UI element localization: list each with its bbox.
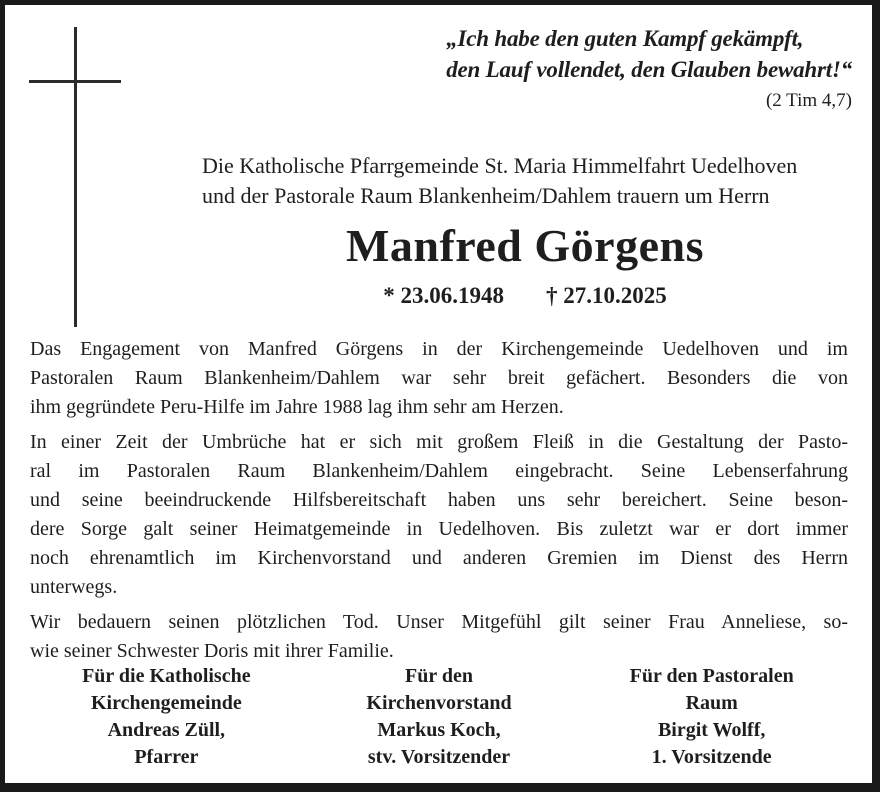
text-line: Wir bedauern seinen plötzlichen Tod. Unser Mitgefühl gilt seiner Frau Anneliese, so-: [30, 611, 848, 633]
signature-line: Für den Pastoralen: [629, 665, 794, 687]
signature-column-pastoraler-raum: [575, 663, 848, 771]
obituary-body: [30, 335, 848, 672]
signature-line: Raum: [685, 692, 738, 714]
life-dates: [195, 281, 855, 311]
scripture-quote: [446, 23, 852, 112]
intro-line: Die Katholische Pfarrgemeinde St. Maria Himmelfahrt Uedelhoven: [202, 153, 798, 178]
memorial-cross-icon-bar: [29, 80, 121, 83]
text-line: wie seiner Schwester Doris mit ihrer Familie.: [30, 640, 394, 662]
text-line: dere Sorge galt seiner Heimatgemeinde in Uedelhoven. Bis zuletzt war er dort immer: [30, 518, 848, 540]
text-line: noch ehrenamtlich im Kirchenvorstand und anderen Gremien im Dienst des Herrn: [30, 547, 848, 569]
deceased-name: Manfred Görgens: [345, 220, 704, 271]
scripture-citation: (2 Tim 4,7): [765, 90, 852, 111]
text-line: Pastoralen Raum Blankenheim/Dahlem war sehr breit gefächert. Besonders die von: [30, 367, 848, 389]
signature-name: Markus Koch,: [377, 719, 501, 741]
text-line: In einer Zeit der Umbrüche hat er sich mit großem Fleiß in die Gestaltung der Pasto-: [30, 431, 848, 453]
signature-line: Kirchengemeinde: [90, 692, 242, 714]
memorial-cross-icon: [74, 27, 77, 327]
scripture-quote-line: den Lauf vollendet, den Glauben bewahrt!“: [446, 57, 852, 82]
signature-title: 1. Vorsitzende: [651, 746, 772, 768]
signature-name: Birgit Wolff,: [657, 719, 766, 741]
signature-line: Kirchenvorstand: [366, 692, 512, 714]
obituary-paragraph: [30, 335, 848, 422]
signature-title: Pfarrer: [134, 746, 199, 768]
obituary-paragraph: [30, 608, 848, 666]
signature-column-kirchenvorstand: [303, 663, 576, 771]
obituary-paragraph: [30, 428, 848, 602]
birth-date: * 23.06.1948: [383, 283, 504, 308]
signature-name: Andreas Züll,: [107, 719, 226, 741]
signature-column-kirchengemeinde: [30, 663, 303, 771]
signature-line: Für den: [405, 665, 473, 687]
text-line: Das Engagement von Manfred Görgens in der Kirchengemeinde Uedelhoven und im: [30, 338, 848, 360]
notice-inner: [5, 5, 872, 783]
signature-title: stv. Vorsitzender: [367, 746, 511, 768]
signature-block: [30, 663, 848, 771]
text-line: ihm gegründete Peru-Hilfe im Jahre 1988 lag ihm sehr am Herzen.: [30, 396, 564, 418]
intro-line: und der Pastorale Raum Blankenheim/Dahlem trauern um Herrn: [202, 183, 770, 208]
text-line: und seine beeindruckende Hilfsbereitschaft haben uns sehr bereichert. Seine beson-: [30, 489, 848, 511]
text-line: ral im Pastoralen Raum Blankenheim/Dahlem eingebracht. Seine Lebenserfahrung: [30, 460, 848, 482]
signature-line: Für die Katholische: [82, 665, 251, 687]
scripture-quote-line: „Ich habe den guten Kampf gekämpft,: [446, 26, 804, 51]
intro-text: [202, 151, 857, 211]
text-line: unterwegs.: [30, 576, 118, 598]
death-date: † 27.10.2025: [546, 283, 667, 308]
